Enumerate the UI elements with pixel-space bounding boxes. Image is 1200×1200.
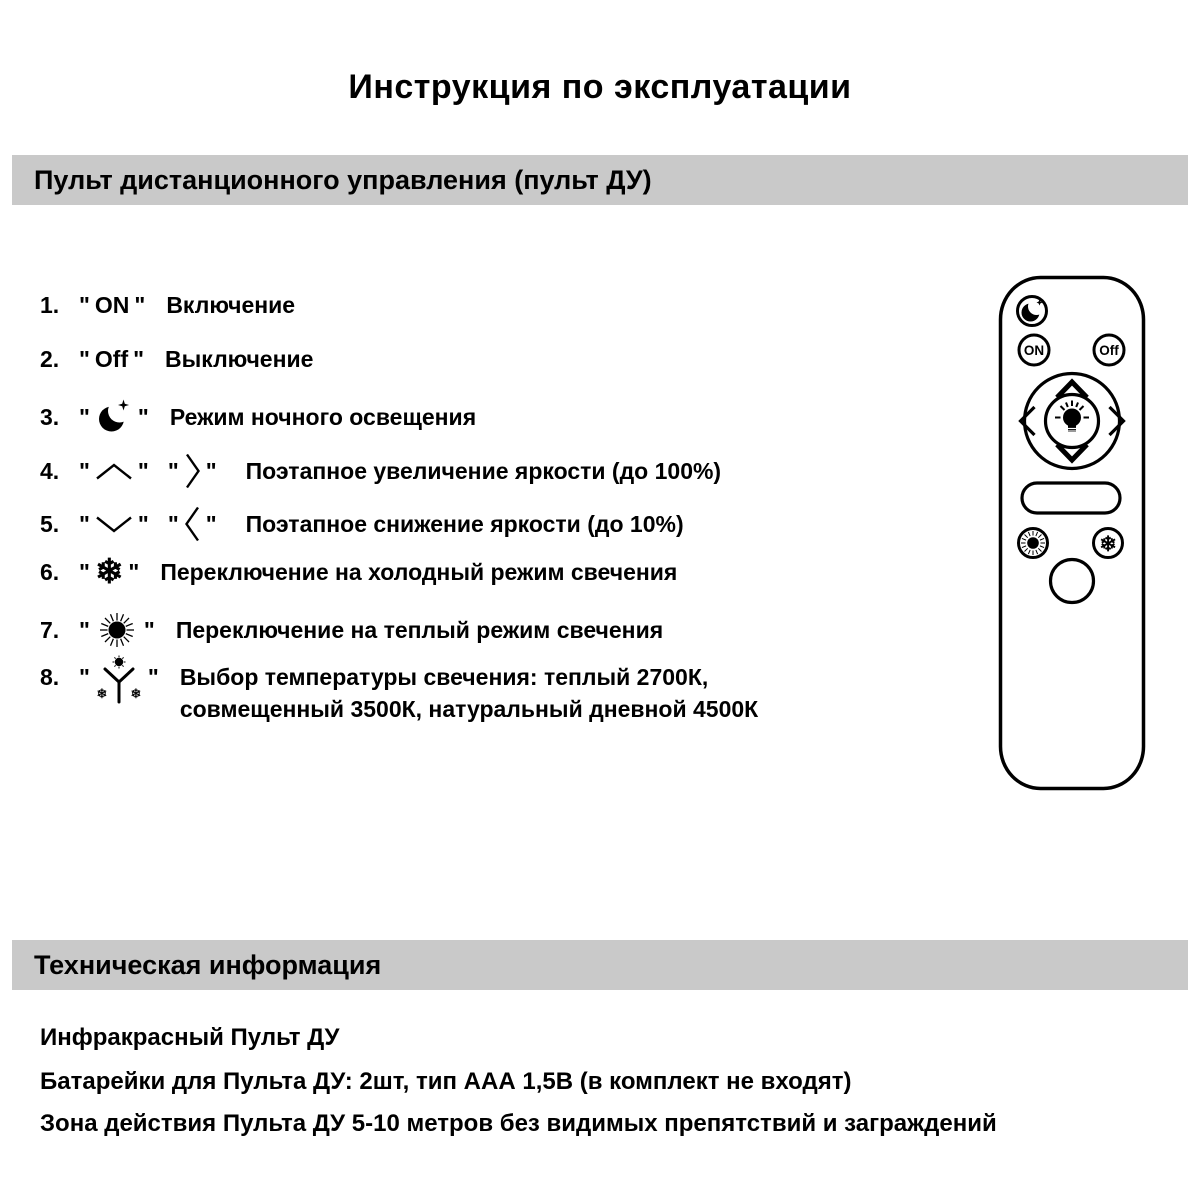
warm-mode-button [1019, 529, 1048, 558]
quote-mark: " [128, 558, 140, 585]
quote-mark: " [167, 457, 179, 484]
item-number: 1. [40, 292, 60, 318]
quote-mark: " [133, 346, 145, 372]
tech-info-line: Инфракрасный Пульт ДУ [40, 1024, 340, 1051]
section-header-tech-label: Техническая информация [34, 949, 382, 980]
item-text: Режим ночного освещения [169, 403, 477, 430]
list-item-on [40, 292, 295, 319]
moon-icon [1022, 304, 1040, 322]
moon-star-icon [95, 398, 133, 436]
quote-mark: " [205, 457, 217, 484]
quote-mark: " [137, 403, 149, 430]
section-header-tech [12, 940, 1188, 990]
color-temperature-select-icon [95, 655, 143, 705]
item-text [180, 661, 758, 725]
item-text: Переключение на холодный режим свечения [160, 558, 678, 585]
snowflake-icon: ❄ [1099, 532, 1117, 556]
item-text-line2: совмещенный 3500К, натуральный дневной 4500К [179, 696, 759, 722]
list-item-night-mode [40, 398, 476, 436]
chevron-down-icon [95, 515, 133, 534]
mini-snowflake-icon: ❄ [96, 687, 108, 702]
item-text: Переключение на теплый режим свечения [175, 616, 664, 643]
remote-control-diagram [998, 275, 1146, 793]
sun-icon [95, 608, 139, 652]
item-number: 6. [40, 558, 60, 585]
item-number: 3. [40, 403, 60, 430]
item-text: Включение [166, 292, 296, 318]
quote-mark: " [167, 510, 179, 537]
mini-snowflake-icon: ❄ [130, 687, 142, 702]
quote-mark: " [79, 292, 90, 318]
angle-left-icon [184, 504, 201, 544]
list-item-cold-mode [40, 552, 678, 592]
item-number: 5. [40, 510, 60, 537]
list-item-off [40, 346, 313, 373]
item-text: Выключение [165, 346, 314, 372]
angle-right-icon [184, 451, 201, 491]
on-token: ON [94, 292, 130, 318]
list-item-brightness-up [40, 451, 721, 491]
off-button-label: Off [1099, 343, 1119, 358]
quote-mark: " [79, 664, 90, 690]
quote-mark: " [134, 292, 146, 318]
list-item-color-temperature [40, 661, 758, 725]
quote-mark: " [79, 403, 90, 430]
quote-mark: " [205, 510, 217, 537]
on-button-label: ON [1023, 343, 1045, 358]
tech-info-line: Батарейки для Пульта ДУ: 2шт, тип ААА 1,5В (в комплект не входят) [40, 1068, 852, 1095]
page-title: Инструкция по эксплуатации [348, 68, 852, 106]
item-number: 4. [40, 457, 60, 484]
item-number: 2. [40, 346, 60, 372]
quote-mark: " [79, 616, 90, 643]
quote-mark: " [79, 346, 90, 372]
off-token: Off [94, 346, 129, 372]
list-item-brightness-down [40, 504, 684, 544]
quote-mark: " [79, 457, 90, 484]
quote-mark: " [147, 664, 159, 690]
quote-mark: " [137, 457, 149, 484]
item-text: Поэтапное снижение яркости (до 10%) [245, 510, 684, 537]
quote-mark: " [143, 616, 155, 643]
section-header-remote-label: Пульт дистанционного управления (пульт ДУ) [34, 164, 652, 195]
list-item-warm-mode [40, 608, 663, 652]
sun-icon [1027, 537, 1039, 549]
item-text-line1: Выбор температуры свечения: теплый 2700К, [179, 664, 709, 690]
section-header-remote [12, 155, 1188, 205]
item-number: 8. [40, 664, 60, 690]
chevron-up-icon [95, 462, 133, 481]
item-number: 7. [40, 616, 60, 643]
quote-mark: " [79, 558, 90, 585]
snowflake-icon: ❄ [94, 552, 124, 592]
item-text: Поэтапное увеличение яркости (до 100%) [245, 457, 722, 484]
quote-mark: " [137, 510, 149, 537]
tech-info-line: Зона действия Пульта ДУ 5-10 метров без видимых препятствий и заграждений [40, 1110, 997, 1137]
quote-mark: " [79, 510, 90, 537]
